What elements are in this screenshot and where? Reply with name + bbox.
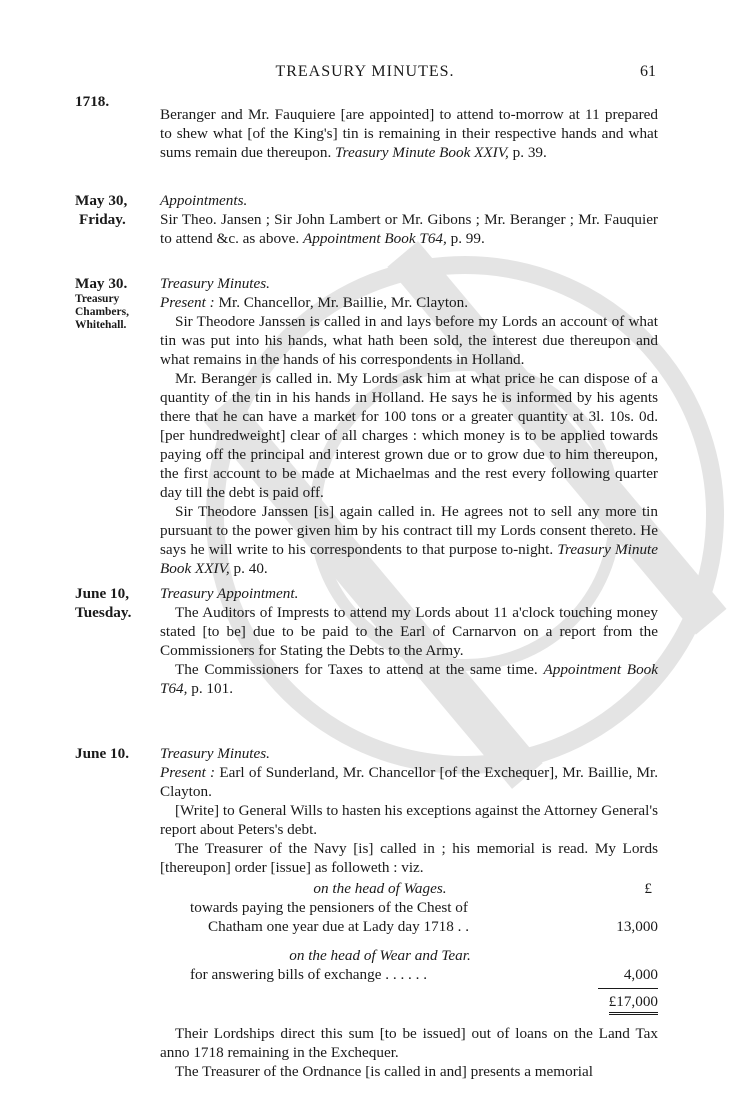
year-marker xyxy=(75,92,165,111)
paragraph: Their Lordships direct this sum [to be issued] out of loans on the Land Tax anno 1718 remaining in the Exchequer. xyxy=(160,1025,658,1061)
present-line xyxy=(160,293,658,312)
source-page: p. 40. xyxy=(229,560,268,577)
source-reference: Treasury Minute Book XXIV, xyxy=(160,541,659,577)
page-header xyxy=(0,62,730,86)
date-marker xyxy=(75,744,165,763)
day-text: Tuesday. xyxy=(75,604,132,621)
entry-heading: Treasury Minutes. xyxy=(160,275,270,292)
amount-value: 4,000 xyxy=(623,966,658,983)
table-row xyxy=(160,898,658,917)
paragraph: [Write] to General Wills to hasten his exceptions against the Attorney General's report about Peters's debt. xyxy=(160,802,658,838)
place-text: Whitehall. xyxy=(75,319,127,331)
sum-rule xyxy=(598,988,658,989)
paragraph-text: The Commissioners for Taxes to attend at the same time. xyxy=(175,661,538,678)
present-names: Mr. Chancellor, Mr. Baillie, Mr. Clayton. xyxy=(214,294,469,311)
date-marker xyxy=(75,274,165,332)
paragraph xyxy=(160,105,658,162)
entry-body xyxy=(160,274,658,578)
paragraph: Mr. Beranger is called in. My Lords ask him at what price he can dispose of a quantity of the tin in his hands in Holland. He says he is informed by his agents there that he can have a market for 100 tons or a greater quantity at 3l. 10s. 0d. [per hundredweight] clear of all charges : which money is to be applied towards paying off the principal and interest grown due or to grow due to him thereupon, the first account to be made at Michaelmas and the rest every following quarter day till the debt is paid off. xyxy=(160,370,658,501)
entry-heading: Treasury Minutes. xyxy=(160,745,270,762)
page-number: 61 xyxy=(640,63,656,80)
date-text: May 30, xyxy=(75,192,128,209)
table-row xyxy=(160,946,658,965)
total-amount: £17,000 xyxy=(609,992,658,1015)
year-text: 1718. xyxy=(75,93,110,110)
paragraph-text: Beranger and Mr. Fauquiere [are appointed] to attend to-morrow at 11 prepared to shew what [of the King's] tin is remaining in their respective hands and what sums remain due thereupon. xyxy=(160,106,658,161)
paragraph-text: Sir Theodore Janssen [is] again called in. He agrees not to sell any more tin pursuant to the power given him by his contract till my Lords consent thereto. He says he will write to his correspondents to that purpose to-night. xyxy=(160,503,658,558)
entry-body xyxy=(160,105,658,162)
item-text: Chatham one year due at Lady day 1718 . . xyxy=(208,918,470,935)
source-reference: Appointment Book T64, xyxy=(160,661,659,697)
place-text: Treasury xyxy=(75,293,120,305)
table-subheading: on the head of Wages. xyxy=(313,880,447,897)
table-row xyxy=(160,917,658,936)
present-line xyxy=(160,763,658,801)
source-page: p. 101. xyxy=(187,680,233,697)
paragraph: The Auditors of Imprests to attend my Lords about 11 a'clock touching money stated [to be] due to be paid to the Earl of Carnarvon on a report from the Commissioners for Stating the Debts to the Army. xyxy=(160,604,658,659)
paragraph xyxy=(160,502,658,578)
spacer xyxy=(160,936,658,946)
paragraph: Sir Theodore Janssen is called in and lays before my Lords an account of what tin was put into his hands, what hath been sold, the interest due thereupon and what remains in the hands of his correspondents in Holland. xyxy=(160,313,658,368)
table-row xyxy=(160,965,658,984)
entry-heading: Appointments. xyxy=(160,192,248,209)
present-label: Present : xyxy=(160,764,216,781)
source-page: p. 99. xyxy=(446,230,485,247)
table-row xyxy=(160,879,658,898)
paragraph xyxy=(160,210,658,248)
date-text: June 10, xyxy=(75,585,130,602)
paragraph: The Treasurer of the Ordnance [is called in and] presents a memorial xyxy=(175,1063,593,1080)
paragraph: The Treasurer of the Navy [is] called in ; his memorial is read. My Lords [thereupon] order [issue] as followeth : viz. xyxy=(160,840,658,876)
table-subheading: on the head of Wear and Tear. xyxy=(289,947,471,964)
date-text: May 30. xyxy=(75,275,128,292)
entry-body xyxy=(160,584,658,698)
paragraph xyxy=(160,660,658,698)
amount-value: 13,000 xyxy=(616,918,658,935)
entry-body xyxy=(160,744,658,1081)
entry-heading: Treasury Appointment. xyxy=(160,585,299,602)
currency-symbol: £ xyxy=(644,880,652,897)
source-page: p. 39. xyxy=(508,144,547,161)
running-title: TREASURY MINUTES. xyxy=(275,63,455,80)
present-names: Earl of Sunderland, Mr. Chancellor [of the Exchequer], Mr. Baillie, Mr. Clayton. xyxy=(160,764,658,800)
source-reference: Appointment Book T64, xyxy=(302,230,447,247)
present-label: Present : xyxy=(160,294,215,311)
issue-table xyxy=(160,879,658,1010)
table-row xyxy=(160,984,658,1010)
entry-body xyxy=(160,191,658,248)
item-text: towards paying the pensioners of the Chest of xyxy=(190,899,468,916)
item-text: for answering bills of exchange . . . . . . xyxy=(190,966,428,983)
paragraph-text: Sir Theo. Jansen ; Sir John Lambert or Mr. Gibons ; Mr. Beranger ; Mr. Fauquier to attend &c. as above. xyxy=(160,211,658,247)
place-text: Chambers, xyxy=(75,306,129,318)
date-marker xyxy=(75,191,165,229)
day-text: Friday. xyxy=(79,211,126,228)
date-marker xyxy=(75,584,165,622)
source-reference: Treasury Minute Book XXIV, xyxy=(335,144,509,161)
date-text: June 10. xyxy=(75,745,130,762)
